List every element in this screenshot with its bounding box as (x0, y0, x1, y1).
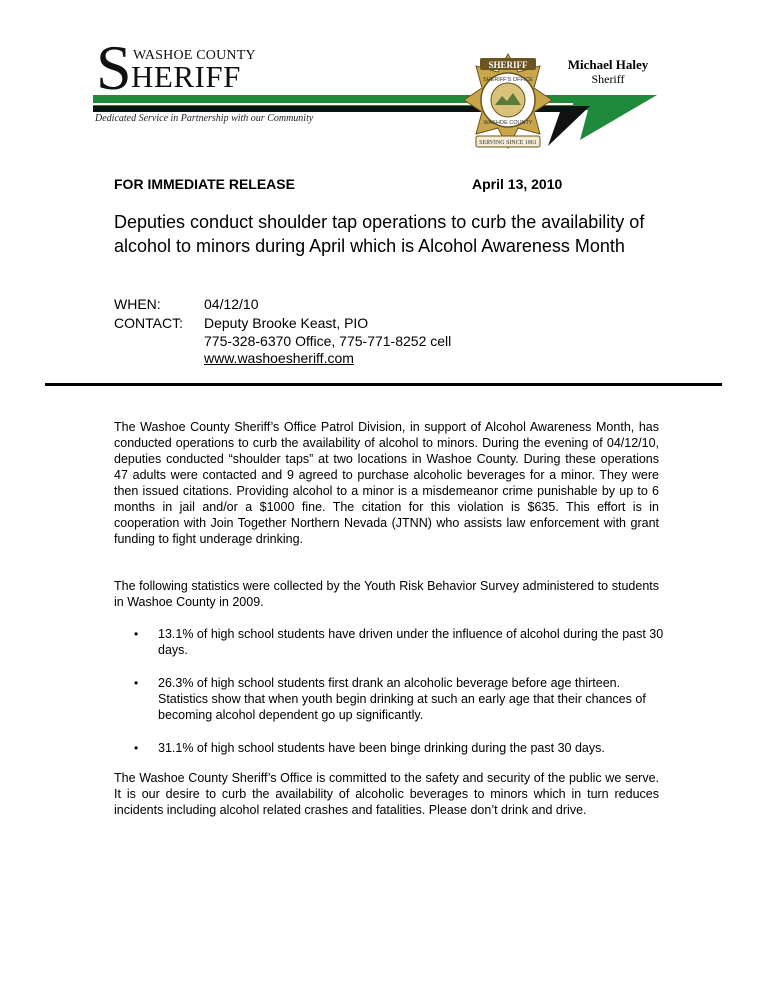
list-item (130, 626, 670, 658)
contact-name: Deputy Brooke Keast, PIO (204, 315, 369, 331)
logo-county-name: WASHOE COUNTY (133, 48, 256, 63)
sheriff-name: Michael Haley (567, 57, 649, 72)
body-paragraph-1: The Washoe County Sheriff’s Office Patrol Division, in support of Alcohol Awareness Month, has conducted operations to curb the availability of alcohol to minors. During the evening of 04/12/10, deputies conducted “shoulder taps” at two locations in Washoe County. During these operations 47 adults were contacted and 9 agreed to purchase alcoholic beverages for a minor. They were then issued citations. Providing alcohol to a minor is a misdemeanor crime punishable by up to 6 months in jail and/or a $1000 fine. The citation for this violation is $635. This effort is in cooperation with Join Together Northern Nevada (JTNN) who assists law enforcement with grant funding to fight underage drinking. (114, 420, 659, 546)
website-link[interactable]: www.washoesheriff.com (204, 350, 354, 366)
bullet-icon: • (134, 627, 139, 641)
list-item-text: 31.1% of high school students have been binge drinking during the past 30 days. (158, 741, 605, 755)
sheriff-badge-icon (462, 50, 554, 152)
bullet-icon: • (134, 741, 139, 755)
headline: Deputies conduct shoulder tap operations to curb the availability of alcohol to minors during April which is Alcohol Awareness Month (114, 212, 645, 256)
badge-bottom-banner: SERVING SINCE 1861 (479, 140, 537, 146)
when-value: 04/12/10 (204, 296, 259, 312)
body-paragraph-2: The following statistics were collected by the Youth Risk Behavior Survey administered to students in Washoe County in 2009. (114, 579, 659, 609)
bullet-icon: • (134, 676, 139, 690)
logo-big-letter: S (96, 32, 132, 103)
list-item (130, 740, 670, 756)
logo-department: HERIFF (131, 59, 241, 94)
list-item (130, 675, 670, 723)
divider-rule (45, 383, 722, 386)
body-paragraph-3: The Washoe County Sheriff’s Office is committed to the safety and security of the public we serve. It is our desire to curb the availability of alcoholic beverages to minors which in turn reduces incidents including alcohol related crashes and fatalities. Please don’t drink and drive. (114, 771, 659, 817)
release-label: FOR IMMEDIATE RELEASE (114, 176, 295, 192)
contact-phones: 775-328-6370 Office, 775-771-8252 cell (204, 333, 452, 349)
badge-ring-top: SHERIFF'S OFFICE (483, 77, 533, 83)
statistics-list (130, 626, 670, 773)
badge-ring-bottom: WASHOE COUNTY (483, 120, 533, 126)
badge-top-banner: SHERIFF (488, 60, 528, 70)
contact-label: CONTACT: (114, 315, 183, 331)
when-label: WHEN: (114, 296, 161, 312)
sheriff-title: Sheriff (591, 72, 625, 86)
release-date: April 13, 2010 (472, 176, 563, 192)
list-item-text: 13.1% of high school students have driven under the influence of alcohol during the past 30 days. (158, 627, 664, 657)
letterhead-tagline: Dedicated Service in Partnership with our Community (95, 113, 314, 124)
list-item-text: 26.3% of high school students first drank an alcoholic beverage before age thirteen. Statistics show that when youth begin drinking at such an early age that their chances of becoming alcohol dependent go up significantly. (158, 676, 646, 722)
